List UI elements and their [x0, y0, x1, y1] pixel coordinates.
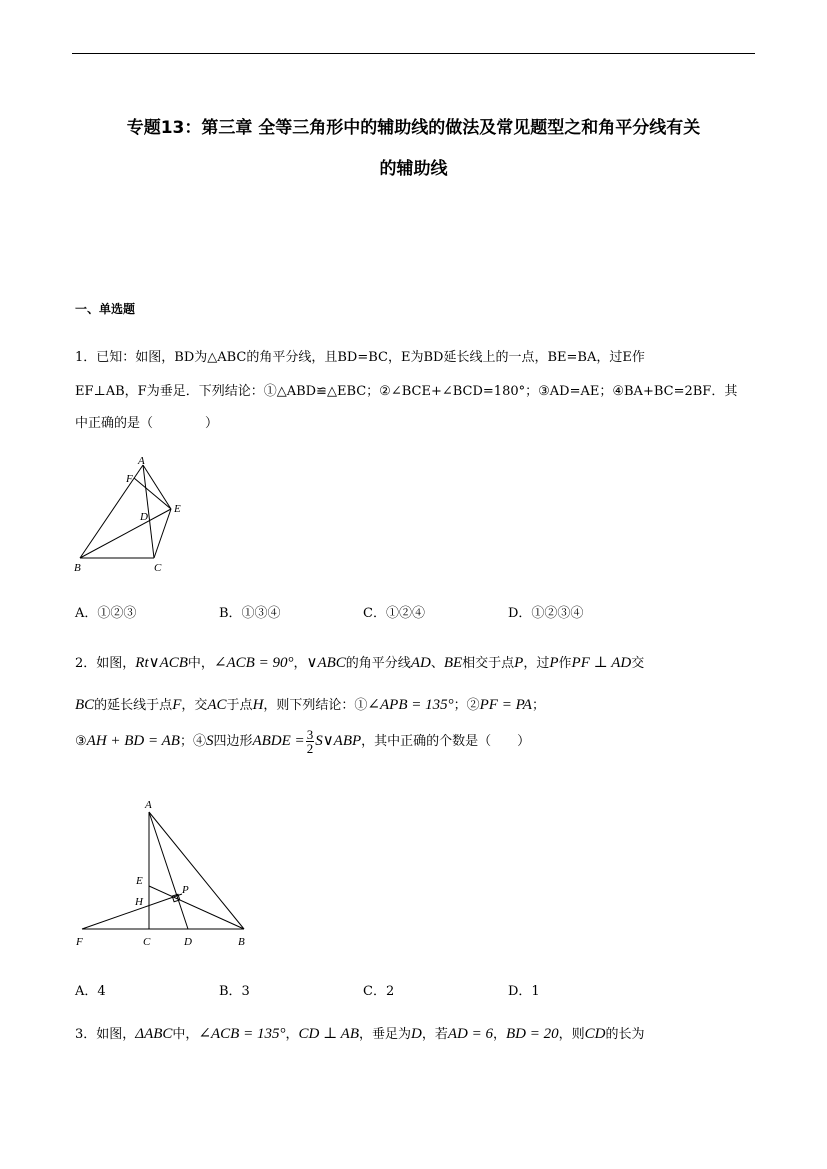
section-heading: 一、单选题 [75, 302, 136, 316]
q2-text-line-1: 2．如图，Rt∨ACB中，∠ACB = 90°，∨ABC的角平分线AD、BE相交于点P，过P作PF ⊥ AD交 [75, 655, 645, 671]
q1-text-line-1: 1．已知：如图，BD为△ABC的角平分线，且BD=BC，E为BD延长线上的一点，BE=BA，过E作 [75, 350, 645, 365]
q2-label-P: P [182, 884, 189, 896]
q1-label-E: E [174, 503, 181, 515]
q1-label-D: D [140, 511, 148, 523]
q2-text-line-2: BC的延长线于点F，交AC于点H，则下列结论：①∠APB = 135°；②PF = PA； [75, 697, 545, 713]
q1-option-d[interactable]: D．①②③④ [508, 606, 584, 621]
q2-label-F: F [76, 936, 83, 948]
q2-label-H: H [135, 896, 143, 908]
q2-option-d[interactable]: D．1 [508, 984, 540, 999]
q2-label-B: B [238, 936, 245, 948]
q1-label-A: A [138, 455, 145, 467]
q2-fraction: $\frac{3}{2}$ [306, 727, 314, 756]
header-rule [72, 53, 755, 54]
q2-option-a[interactable]: A．4 [75, 984, 106, 999]
q1-option-b[interactable]: B．①③④ [219, 606, 281, 621]
q2-label-C: C [143, 936, 151, 948]
q2-label-E: E [136, 875, 143, 887]
page-title: 专题13：第三章 全等三角形中的辅助线的做法及常见题型之和角平分线有关 [126, 118, 701, 138]
q1-label-F: F [126, 473, 133, 485]
q2-text-line-3: ③AH + BD = AB；④S四边形ABDE = $\frac{3}{2}$ S∨ABP，其中正确的个数是（ ） [75, 727, 531, 756]
q1-label-B: B [74, 562, 81, 574]
q2-label-A: A [145, 799, 152, 811]
q2-figure [70, 792, 260, 952]
q3-text-line-1: 3．如图，ΔABC中，∠ACB = 135°，CD ⊥ AB，垂足为D，若AD = 6，BD = 20，则CD的长为 [75, 1026, 645, 1042]
q1-figure [68, 452, 198, 578]
q1-option-c[interactable]: C．①②④ [363, 606, 425, 621]
q1-text-line-2: EF⊥AB，F为垂足．下列结论：①△ABD≌△EBC；②∠BCE+∠BCD=180°；③AD=AE；④BA+BC=2BF．其 [75, 384, 738, 399]
q1-option-a[interactable]: A．①②③ [75, 606, 137, 621]
q1-text-line-3: 中正确的是（ ） [75, 416, 219, 431]
q2-option-c[interactable]: C．2 [363, 984, 395, 999]
q2-label-D: D [184, 936, 192, 948]
q1-label-C: C [154, 562, 162, 574]
page-title-continued: 的辅助线 [379, 159, 448, 179]
q2-option-b[interactable]: B．3 [219, 984, 250, 999]
